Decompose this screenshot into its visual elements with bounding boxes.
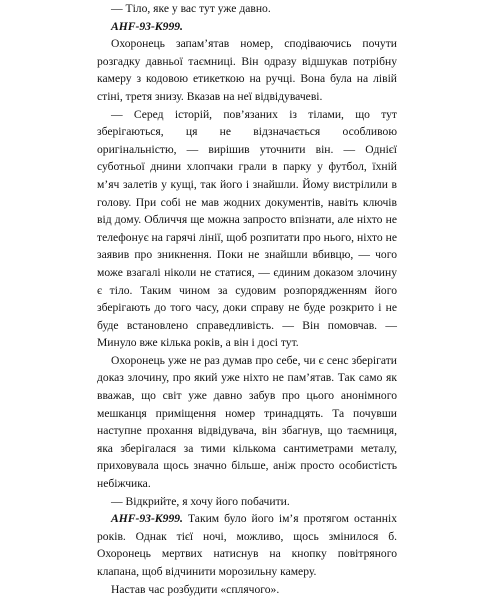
paragraph-1-text: — Тіло, яке у вас тут уже давно. [111, 2, 271, 15]
paragraph-1 [97, 0, 397, 18]
paragraph-6 [97, 493, 397, 511]
page-text [97, 0, 397, 598]
paragraph-2 [97, 18, 397, 36]
paragraph-8-text: Настав час розбудити «сплячого». [111, 582, 280, 596]
paragraph-4 [97, 106, 397, 352]
body-code-label: АНF-93-К999. [111, 19, 183, 33]
paragraph-8 [97, 581, 397, 598]
paragraph-6-text: — Відкрийте, я хочу його побачити. [111, 494, 290, 508]
paragraph-7-text: Таким було його ім’я протягом останніх років. Однак тієї ночі, можливо, щось змінилося б. Охоронець мертвих натиснув на кнопку повітряного клапана, щоб відчинити морозильну камеру. [97, 512, 397, 578]
paragraph-3-text: Охоронець запам’ятав номер, сподіваючись почути розгадку давньої таємниці. Він одразу відшукав потрібну камеру з кодовою етикеткою на ручці. Вона була на лівій стіні, третя знизу. Вказав на неї відвідувачеві. [97, 37, 397, 103]
paragraph-5 [97, 352, 397, 493]
body-code-label-2: АНF-93-К999. [111, 512, 183, 526]
paragraph-5-text: Охоронець уже не раз думав про себе, чи є сенс зберігати доказ злочину, про який уже ніхто не пам’ятав. Так само як вважав, що світ уже давно забув про цього анонімного мешканця приміщення номер тринадцять. Та почувши наступне прохання відвідувача, він збагнув, що таємниця, яка зберігалася за тими кількома сантиметрами металу, приховувала щось значно більше, аніж просто особистість небіжчика. [97, 353, 397, 491]
paragraph-4-text: — Серед історій, пов’язаних із тілами, що тут зберігаються, ця не відзначається особливою оригінальністю, — вирішив уточнити він. — Однієї суботньої днини хлопчаки грали в парку у футбол, їхній м’яч залетів у кущі, так його і знайшли. Йому вистрілили в голову. При собі не мав жодних документів, навіть ключів від дому. Обличчя ще можна запросто впізнати, але ніхто не телефонує на гарячі лінії, щоб розпитати про нього, ніхто не заявив про зникнення. Поки не знайшли вбивцю, — чого може взагалі ніколи не статися, — єдиним доказом злочину є тіло. Таким чином за судовим розпорядженням його зберігають до того часу, доки справу не буде розкрито і не буде встановлено справедливість. — Він помовчав. — Минуло вже кілька років, а він і досі тут. [97, 107, 397, 350]
paragraph-7 [97, 510, 397, 580]
paragraph-3 [97, 35, 397, 105]
